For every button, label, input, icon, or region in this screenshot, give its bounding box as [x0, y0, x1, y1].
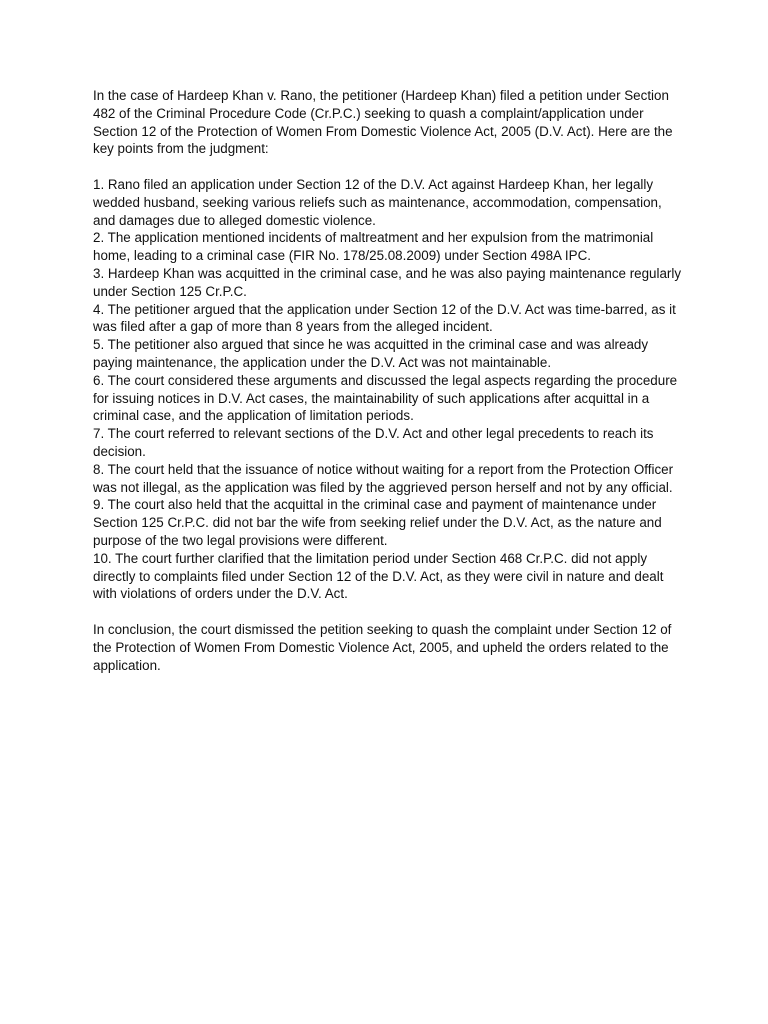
point-4: 4. The petitioner argued that the application under Section 12 of the D.V. Act was time-barred, as it was filed after a gap of more than 8 years from the alleged incident. [93, 301, 676, 335]
paragraph-spacer [93, 603, 683, 621]
point-1: 1. Rano filed an application under Section 12 of the D.V. Act against Hardeep Khan, her legally wedded husband, seeking various reliefs such as maintenance, accommodation, compensation, and damages due to alleged domestic violence. [93, 176, 662, 228]
point-7: 7. The court referred to relevant sections of the D.V. Act and other legal precedents to reach its decision. [93, 426, 654, 459]
point-10: 10. The court further clarified that the limitation period under Section 468 Cr.P.C. did not apply directly to complaints filed under Section 12 of the D.V. Act, as they were civil in nature and dealt with violations of orders under the D.V. Act. [93, 550, 664, 602]
document-body [93, 87, 683, 674]
point-3: 3. Hardeep Khan was acquitted in the criminal case, and he was also paying maintenance regularly under Section 125 Cr.P.C. [93, 265, 682, 299]
intro-paragraph: In the case of Hardeep Khan v. Rano, the petitioner (Hardeep Khan) filed a petition under Section 482 of the Criminal Procedure Code (Cr.P.C.) seeking to quash a complaint/application under Section 12 of the Protection of Women From Domestic Violence Act, 2005 (D.V. Act). Here are the key points from the judgment: [93, 88, 673, 157]
point-9: 9. The court also held that the acquittal in the criminal case and payment of maintenance under Section 125 Cr.P.C. did not bar the wife from seeking relief under the D.V. Act, as the nature and purpose of the two legal provisions were different. [93, 497, 662, 548]
paragraph-spacer [93, 158, 683, 176]
point-8: 8. The court held that the issuance of notice without waiting for a report from the Protection Officer was not illegal, as the application was filed by the aggrieved person herself and not by any official. [93, 461, 674, 495]
conclusion-paragraph: In conclusion, the court dismissed the petition seeking to quash the complaint under Section 12 of the Protection of Women From Domestic Violence Act, 2005, and upheld the orders related to the application. [93, 621, 672, 673]
point-6: 6. The court considered these arguments and discussed the legal aspects regarding the procedure for issuing notices in D.V. Act cases, the maintainability of such applications after acquittal in a criminal case, and the application of limitation periods. [93, 372, 678, 424]
point-5: 5. The petitioner also argued that since he was acquitted in the criminal case and was already paying maintenance, the application under the D.V. Act was not maintainable. [93, 337, 649, 370]
point-2: 2. The application mentioned incidents of maltreatment and her expulsion from the matrimonial home, leading to a criminal case (FIR No. 178/25.08.2009) under Section 498A IPC. [93, 230, 654, 264]
